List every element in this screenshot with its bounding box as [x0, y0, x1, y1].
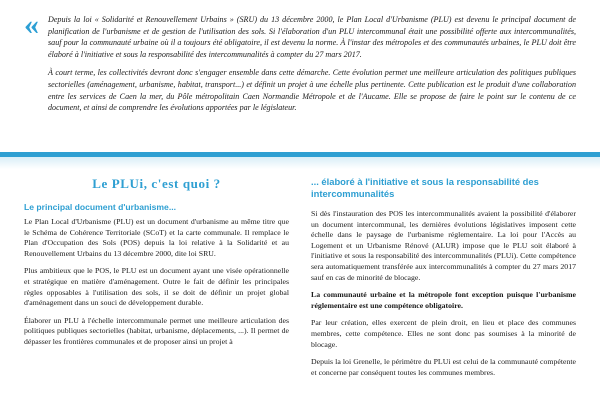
columns-wrapper: [24, 176, 576, 400]
quote-mark-icon: «: [24, 8, 39, 41]
body-columns: [0, 176, 600, 400]
intro-paragraph-1: Depuis la loi « Solidarité et Renouvellement Urbains » (SRU) du 13 décembre 2000, le Plan Local d'Urbanisme (PLU) est devenu le principal document de planification de l'urbanisme et de gestion de l'utilisation des sols. Si l'élaboration d'un PLU intercommunal était une possibilité offerte aux intercommunalités, sauf pour la communauté urbaine où il a toujours été obligatoire, il est devenu la norme. À l'instar des métropoles et des communautés urbaines, le PLU doit être élaboré à l'initiative et sous la responsabilité des intercommunalités à compter du 27 mars 2017.: [48, 15, 576, 59]
intro-paragraph-2: À court terme, les collectivités devront donc s'engager ensemble dans cette démarche. Cette évolution permet une meilleure articulation des politiques publiques sectorielles (aménagement, urbanisme, habitat, transport...) et définit un projet à une échelle plus pertinente. Cette publication est le produit d'une collaboration entre les services de Caen la mer, du Pôle métropolitain Caen Normandie Métropole et de l'Aucame. Elle se propose de faire le point sur le contenu de ce document, et ainsi de comprendre les évolutions apportées par le législateur.: [48, 68, 576, 113]
right-paragraph-3: Depuis la loi Grenelle, le périmètre du PLUi est celui de la communauté compétente et concerne par conséquent toutes les communes membres.: [311, 357, 576, 377]
left-paragraph-2: Plus ambitieux que le POS, le PLU est un document ayant une visée opérationnelle et stratégique en matière d'aménagement. Outre le fait de définir les principales règles opposables à l'utilisation des sols, il se doit de définir un projet global d'aménagement dans un souci de développement durable.: [24, 266, 289, 308]
right-callout: La communauté urbaine et la métropole font exception puisque l'urbanisme réglementaire est une compétence obligatoire.: [311, 290, 576, 310]
left-column: [24, 176, 289, 400]
right-column: [311, 176, 576, 400]
intro-block: [0, 0, 600, 130]
left-paragraph-1: Le Plan Local d'Urbanisme (PLU) est un document d'urbanisme au même titre que le Schéma de Cohérence Territoriale (SCoT) et la carte communale. Il remplace le Plan d'Occupation des Sols (POS) depuis la loi relative à la Solidarité et au Renouvellement Urbains du 13 décembre 2000, dite loi SRU.: [24, 217, 289, 258]
left-column-subhead: Le principal document d'urbanisme...: [24, 202, 176, 212]
right-paragraph-1: Si dès l'instauration des POS les intercommunalités avaient la possibilité d'élaborer un document intercommunal, les dernières évolutions législatives imposent cette échelle dans le paysage de l'urbanisme réglementaire. La loi pour l'Accès au Logement et un Urbanisme Rénové (ALUR) impose que le PLU soit élaboré à l'initiative et sous la responsabilité des intercommunalités (PLUi). Cette compétence sera automatiquement transférée aux intercommunalités à compter du 27 mars 2017 sauf en cas de minorité de blocage.: [311, 209, 576, 282]
left-paragraph-3: Élaborer un PLU à l'échelle intercommunale permet une meilleure articulation des politiques publiques sectorielles (habitat, urbanisme, déplacements, ...). Il permet de dépasser les frontières communales et de proposer ainsi un projet à: [24, 315, 289, 346]
right-column-title: ... élaboré à l'initiative et sous la responsabilité des intercommunalités: [311, 176, 539, 199]
intro-inner: [24, 8, 576, 114]
left-column-title: Le PLUi, c'est quoi ?: [92, 176, 221, 191]
right-paragraph-2: Par leur création, elles exercent de plein droit, en lieu et place des communes membres, cette compétence. Elles ne sont donc pas soumises à la minorité de blocage.: [311, 318, 576, 349]
accent-divider-shadow: [0, 157, 600, 169]
